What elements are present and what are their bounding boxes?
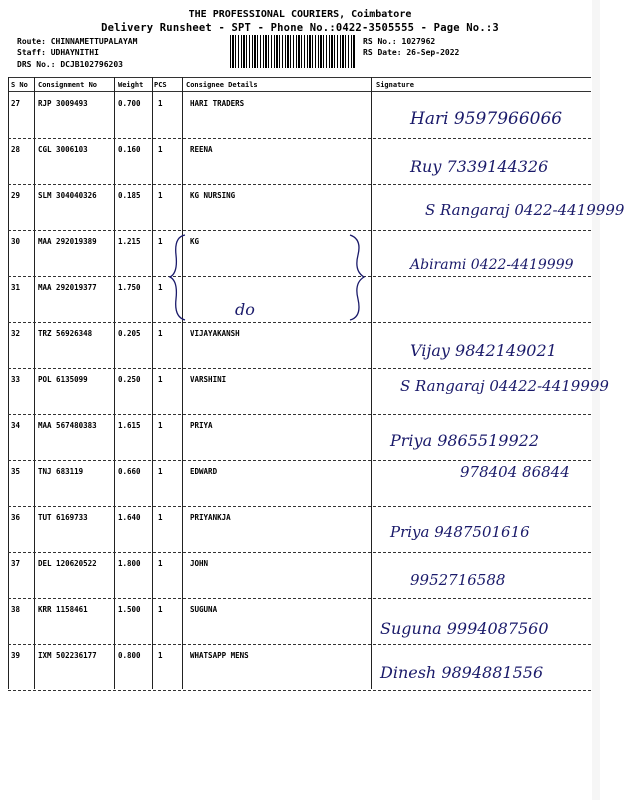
row-pcs: 1 (158, 99, 163, 108)
row-consignee: EDWARD (190, 467, 218, 476)
drs-number: DRS No.: DCJB102796203 (17, 60, 123, 69)
row-weight: 0.205 (118, 329, 141, 338)
row-signature: S Rangaraj 04422-4419999 (400, 377, 609, 395)
row-consignee: REENA (190, 145, 213, 154)
route-label: Route: CHINNAMETTUPALAYAM (17, 37, 138, 46)
row-weight: 0.160 (118, 145, 141, 154)
row-separator (8, 506, 591, 507)
row-pcs: 1 (158, 191, 163, 200)
row-pcs: 1 (158, 283, 163, 292)
row-sno: 28 (11, 145, 21, 154)
row-weight: 1.615 (118, 421, 141, 430)
row-consignment: KRR 1158461 (38, 605, 88, 614)
row-weight: 1.750 (118, 283, 141, 292)
row-sno: 35 (11, 467, 21, 476)
row-pcs: 1 (158, 559, 163, 568)
row-weight: 0.700 (118, 99, 141, 108)
row-signature: Vijay 9842149021 (410, 341, 557, 360)
header-rule-top (8, 77, 591, 78)
row-signature: Abirami 0422-4419999 (410, 257, 574, 273)
row-weight: 0.660 (118, 467, 141, 476)
row-consignee: WHATSAPP MENS (190, 651, 249, 660)
row-separator (8, 460, 591, 461)
row-sno: 29 (11, 191, 21, 200)
row-signature: 9952716588 (410, 571, 506, 589)
row-sno: 32 (11, 329, 21, 338)
row-signature: Priya 9487501616 (390, 523, 530, 541)
row-sno: 30 (11, 237, 21, 246)
row-consignee: HARI TRADERS (190, 99, 245, 108)
row-signature: Dinesh 9894881556 (380, 663, 544, 682)
row-pcs: 1 (158, 329, 163, 338)
row-weight: 1.640 (118, 513, 141, 522)
row-consignee: JOHN (190, 559, 209, 568)
row-weight: 1.500 (118, 605, 141, 614)
row-consignee: SUGUNA (190, 605, 218, 614)
row-weight: 0.800 (118, 651, 141, 660)
row-separator (8, 138, 591, 139)
row-pcs: 1 (158, 145, 163, 154)
row-sno: 37 (11, 559, 21, 568)
row-pcs: 1 (158, 605, 163, 614)
row-signature: Priya 9865519922 (390, 431, 539, 450)
row-separator (8, 690, 591, 691)
row-consignment: MAA 292019377 (38, 283, 97, 292)
row-separator (8, 368, 591, 369)
row-consignment: TRZ 56926348 (38, 329, 93, 338)
row-sno: 38 (11, 605, 21, 614)
row-consignment: SLM 304040326 (38, 191, 97, 200)
runsheet-subtitle: Delivery Runsheet - SPT - Phone No.:0422-3505555 - Page No.:3 (101, 22, 499, 34)
row-pcs: 1 (158, 513, 163, 522)
row-separator (8, 184, 591, 185)
company-title: THE PROFESSIONAL COURIERS, Coimbatore (188, 9, 412, 20)
row-sno: 39 (11, 651, 21, 660)
row-sno: 34 (11, 421, 21, 430)
row-pcs: 1 (158, 421, 163, 430)
col-signature: Signature (376, 81, 414, 89)
row-separator (8, 644, 591, 645)
col-weight: Weight (118, 81, 144, 89)
row-separator (8, 598, 591, 599)
row-consignment: RJP 3009493 (38, 99, 88, 108)
row-weight: 0.250 (118, 375, 141, 384)
row-pcs: 1 (158, 237, 163, 246)
row-signature: 978404 86844 (460, 463, 570, 481)
row-signature: Ruy 7339144326 (410, 157, 549, 176)
row-consignment: CGL 3006103 (38, 145, 88, 154)
row-consignment: MAA 292019389 (38, 237, 97, 246)
row-signature: Suguna 9994087560 (380, 619, 549, 638)
col-pcs: PCS (154, 81, 167, 89)
row-sno: 33 (11, 375, 21, 384)
rs-date: RS Date: 26-Sep-2022 (363, 48, 460, 57)
row-consignee: KG NURSING (190, 191, 236, 200)
row-pcs: 1 (158, 651, 163, 660)
row-consignee: KG (190, 237, 200, 246)
ditto-brace-drawing (150, 225, 390, 335)
row-consignment: DEL 120620522 (38, 559, 97, 568)
col-consignment: Consignment No (38, 81, 98, 89)
row-signature: S Rangaraj 0422-4419999 (425, 201, 624, 219)
row-consignment: POL 6135099 (38, 375, 88, 384)
scan-edge (592, 0, 600, 800)
col-consignee: Consignee Details (186, 81, 258, 89)
header-rule-bottom (8, 91, 591, 92)
row-signature: Hari 9597966066 (410, 109, 563, 129)
row-separator (8, 552, 591, 553)
row-sno: 31 (11, 283, 21, 292)
row-sno: 27 (11, 99, 21, 108)
row-consignee: PRIYA (190, 421, 213, 430)
row-pcs: 1 (158, 375, 163, 384)
row-consignee: VARSHINI (190, 375, 227, 384)
barcode (230, 35, 355, 68)
row-weight: 1.215 (118, 237, 141, 246)
row-consignee: VIJAYAKANSH (190, 329, 240, 338)
col-sno: S No (11, 81, 28, 89)
rs-number: RS No.: 1027962 (363, 37, 436, 46)
row-consignment: TNJ 683119 (38, 467, 84, 476)
row-consignment: MAA 567480383 (38, 421, 97, 430)
row-consignment: IXM 502236177 (38, 651, 97, 660)
row-pcs: 1 (158, 467, 163, 476)
row-weight: 1.800 (118, 559, 141, 568)
staff-label: Staff: UDHAYNITHI (17, 48, 99, 57)
row-consignee: PRIYANKJA (190, 513, 231, 522)
row-weight: 0.185 (118, 191, 141, 200)
row-sno: 36 (11, 513, 21, 522)
row-consignment: TUT 6169733 (38, 513, 88, 522)
row-separator (8, 414, 591, 415)
ditto-mark: do (235, 300, 255, 319)
